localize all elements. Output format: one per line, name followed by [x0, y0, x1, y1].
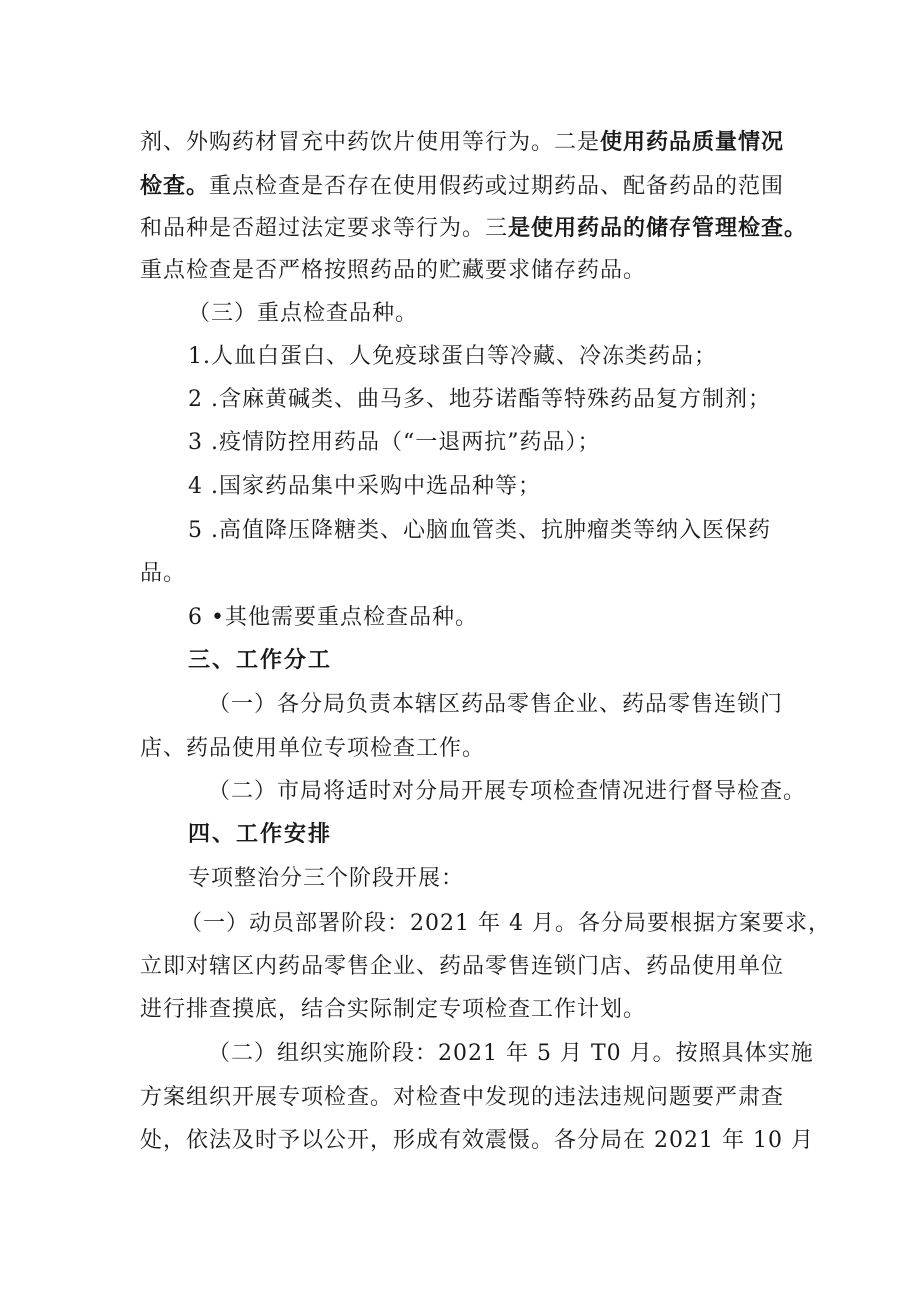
text-run: 2 .含麻黄碱类、曲马多、地芬诺酯等特殊药品复方制剂；	[188, 387, 771, 412]
text-run: 四、工作安排	[188, 822, 333, 847]
text-run: （一）动员部署阶段：2021 年 4 月。各分局要根据方案要求，	[180, 911, 831, 936]
bold-text-run: 使用药品质量情况	[600, 129, 785, 155]
bold-text-run: 是使用药品的储存管理检查。	[508, 215, 808, 241]
text-line	[208, 690, 783, 720]
text-run: 处，依法及时予以公开，形成有效震慑。各分局在 2021 年 10 月	[140, 1128, 814, 1153]
text-line	[140, 559, 186, 589]
text-run: 专项整治分三个阶段开展：	[188, 866, 465, 891]
text-run: 1.人血白蛋白、人免疫球蛋白等冷藏、冷冻类药品；	[188, 344, 717, 369]
text-line	[140, 127, 784, 158]
list-item	[188, 385, 771, 415]
text-run: （二）组织实施阶段：2021 年 5 月 T0 月。按照具体实施	[208, 1041, 814, 1066]
text-line	[208, 1039, 814, 1069]
text-run: （一）各分局负责本辖区药品零售企业、药品零售连锁门	[208, 692, 784, 717]
list-item	[188, 342, 717, 372]
text-run: 立即对辖区内药品零售企业、药品零售连锁门店、药品使用单位	[140, 954, 785, 979]
text-line	[208, 777, 806, 807]
section-heading	[188, 299, 418, 329]
text-run: 重点检查是否严格按照药品的贮藏要求储存药品。	[140, 258, 647, 283]
text-run: （三）重点检查品种。	[188, 301, 419, 326]
text-line	[140, 1126, 814, 1156]
text-run: 3 .疫情防控用药品（“一退两抗”药品）；	[188, 430, 601, 455]
text-run: 5 .高值降压降糖类、心脑血管类、抗肿瘤类等纳入医保药	[188, 518, 771, 543]
text-line	[140, 213, 807, 244]
text-run: 6 •其他需要重点检查品种。	[188, 605, 478, 630]
text-line	[140, 995, 646, 1025]
section-heading-arrangement	[188, 820, 332, 850]
text-line	[188, 864, 464, 894]
text-run: 店、药品使用单位专项检查工作。	[140, 736, 486, 761]
text-line	[140, 734, 485, 764]
text-run: 三、工作分工	[188, 648, 333, 673]
text-run: 4 .国家药品集中采购中选品种等；	[188, 474, 541, 499]
section-heading-division	[188, 646, 332, 676]
text-run: 剂、外购药材冒充中药饮片使用等行为。二是	[140, 130, 601, 155]
list-item	[188, 603, 478, 633]
text-line	[140, 256, 646, 286]
text-run: 方案组织开展专项检查。对检查中发现的违法违规问题要严肃查	[140, 1085, 785, 1110]
text-line	[180, 909, 831, 939]
text-line	[140, 171, 784, 202]
text-run: 进行排查摸底，结合实际制定专项检查工作计划。	[140, 997, 647, 1022]
text-run: 品。	[140, 561, 187, 586]
list-item	[188, 428, 600, 458]
list-item	[188, 516, 771, 546]
list-item	[188, 472, 541, 502]
bold-text-run: 检查。	[140, 173, 210, 199]
text-run: （二）市局将适时对分局开展专项检查情况进行督导检查。	[208, 779, 807, 804]
text-line	[140, 1083, 784, 1113]
text-run: 重点检查是否存在使用假药或过期药品、配备药品的范围	[209, 174, 785, 199]
text-line	[140, 952, 784, 982]
text-run: 和品种是否超过法定要求等行为。三	[140, 216, 509, 241]
